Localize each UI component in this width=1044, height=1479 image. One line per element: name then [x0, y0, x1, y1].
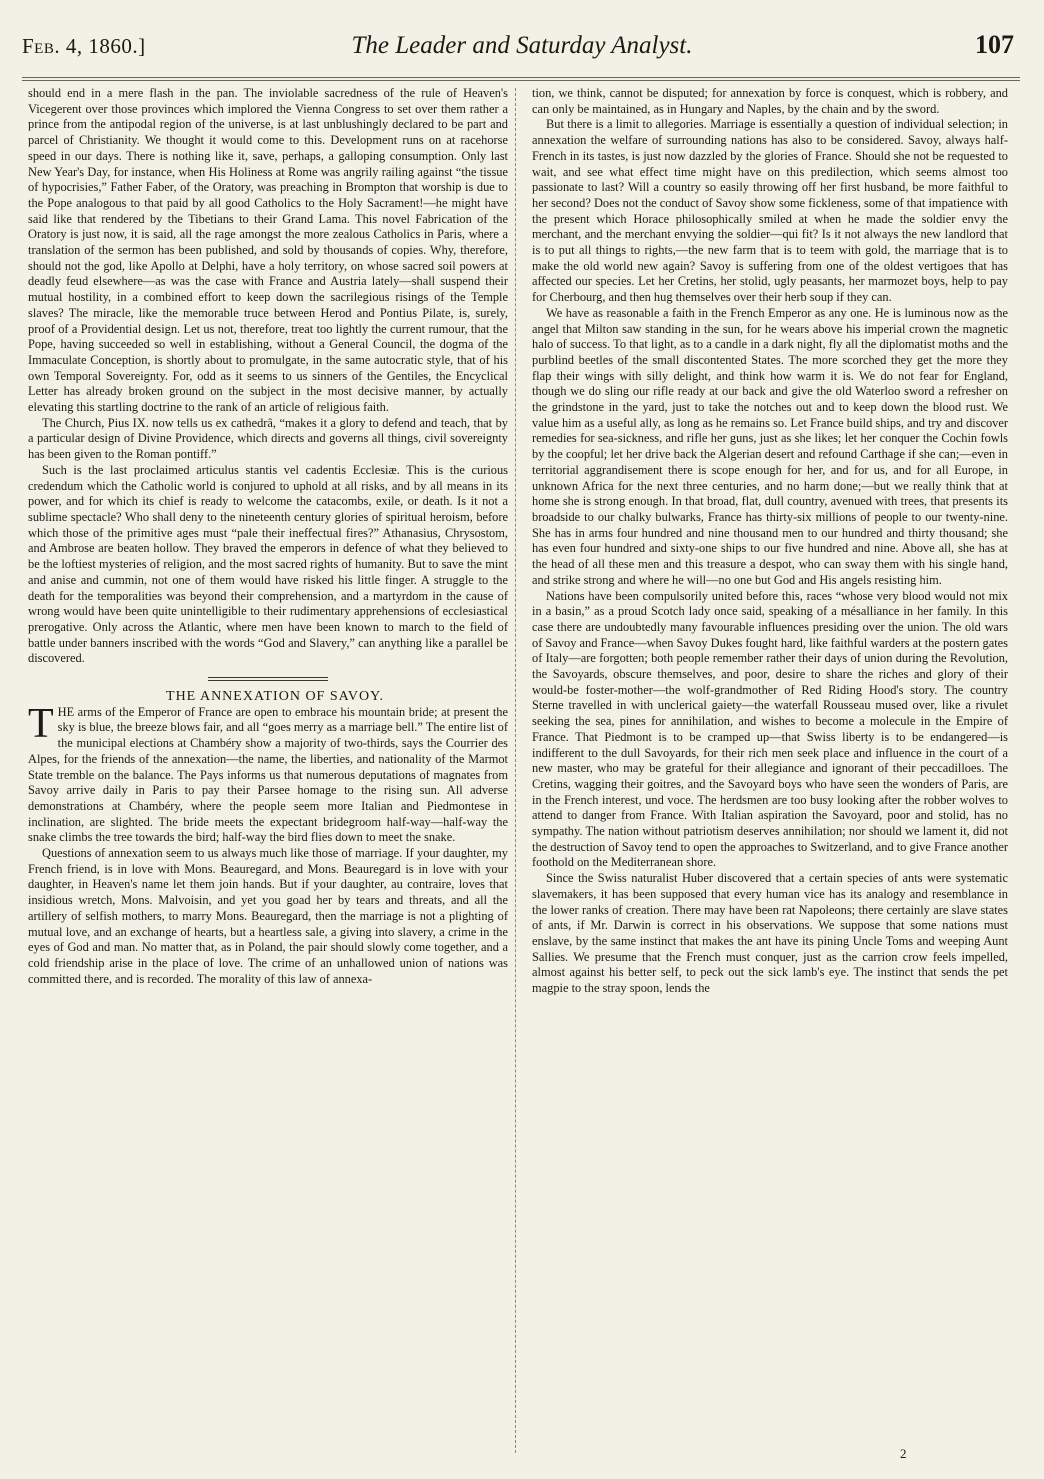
masthead-rule	[22, 77, 1020, 81]
right-column	[532, 86, 1008, 1446]
page-number: 107	[975, 30, 1014, 59]
left-paragraph-4-text: HE arms of the Emperor of France are open to embrace his mountain bride; at present the sky is blue, the breeze blows fair, and all “goes merry as a marriage bell.” The entire list of the municipal elections at Chambéry show a majority of two-thirds, says the Courrier des Alpes, for the friends of the annexation—the name, the liberties, and nationality of the Marmot State tremble on the balance. The Pays informs us that numerous deputations of magnates from Savoy arrive daily in Paris to pay their Parsee homage to the rising sun. All adverse demonstrations at Chambéry, where the people seem more Italian and Piedmontese in inclination, are slighted. The bride meets the expectant bridegroom half-way—half-way the snake climbs the tree towards the bird; half-way the bird flies down to meet the snake.	[28, 704, 508, 845]
publication-title: The Leader and Saturday Analyst.	[351, 32, 693, 59]
right-paragraph-2: But there is a limit to allegories. Marriage is essentially a question of individual selection; in annexation the welfare of surrounding nations has also to be considered. Savoy, always half-French in its tastes, is just now dazzled by the glories of France. Should she not be requested to wait, and see what effect time might have on this predilection, which seems almost too passionate to last? Will a country so easily throwing off her first husband, be more faithful to her second? Does not the conduct of Savoy show some fickleness, some of that impatience with the present which Horace philosophically smiled at when he made the soldier envy the merchant, and the merchant envying the soldier—qui fit? Is it not always the new landlord that is to put all things to rights,—the new farm that is to teem with gold, the marriage that is to make the old world new again? Savoy is suffering from one of the oldest vertigoes that has affected our species. Let her Cretins, her stolid, ugly peasants, her marmozet boys, help to pay for Cherbourg, and then hug themselves over their herb soup if they can.	[532, 117, 1008, 305]
section-separator	[208, 677, 328, 681]
left-paragraph-5: Questions of annexation seem to us always much like those of marriage. If your daughter, my French friend, is in love with Mons. Beauregard, and Mons. Beauregard is in love with your daughter, in Heaven's name let them join hands. But if your daughter, au contraire, loves that insidious wretch, Mons. Malvoisin, and yet you goad her by tears and threats, and all the artillery of selfish mothers, to marry Mons. Beauregard, then the marriage is not a plighting of mutual love, and an exchange of hearts, but a heartless sale, a giving into slavery, a crime in the eyes of God and man. No matter that, as in Poland, the pair should slowly come together, and a cold friendship arise in the place of love. The crime of an unhallowed union of nations was committed there, and is recorded. The morality of this law of annexa-	[28, 846, 508, 986]
right-paragraph-5: Since the Swiss naturalist Huber discovered that a certain species of ants were systematic slavemakers, it has been supposed that every human vice has its analogy and resemblance in the lower ranks of creation. There may have been rat Napoleons; there certainly are slave states of ants, if Mr. Darwin is correct in his observations. We suppose that some nations must enslave, by the same instinct that makes the ant have its pining Uncle Toms and weeping Aunt Sallies. We presume that the French must conquer, just as the carrion crow feels impelled, almost against his better self, to peck out the sick lamb's eye. The instinct that sends the pet magpie to the stray spoon, lends the	[532, 871, 1008, 996]
left-paragraph-4	[28, 700, 508, 846]
left-paragraph-2: The Church, Pius IX. now tells us ex cathedrâ, “makes it a glory to defend and teach, that by a particular design of Divine Providence, which directs and governs all things, civil sovereignty has been given to the Roman pontiff.”	[28, 415, 508, 462]
left-paragraph-1: should end in a mere flash in the pan. The inviolable sacredness of the rule of Heaven's Vicegerent over those provinces which implored the Vienna Congress to set over them rather a prince from the antipodal region of the universe, is at last unblushingly declared to be part and parcel of Christianity. We thought it would come to this. Development runs on at racehorse speed in our days. There is nothing like it, save, perhaps, a galloping consumption. Only last New Year's Day, for instance, when His Holiness at Rome was angrily railing against “the tissue of hypocrisies,” Father Faber, of the Oratory, was preaching in Brompton that worship is due to the Pope analogous to that paid by all good Catholics to the Holy Sacrament!—he might have said like that rendered by the Tibetians to their Grand Lama. This novel Fabrication of the Oratory is just now, it is said, all the rage amongst the more zealous Catholics in Paris, where a translation of the sermon has been published, and sold by thousands of copies. Why, therefore, should not the god, like Apollo at Delphi, have a holy territory, on whose sacred soil powers at deadly feud elsewhere—as was the case with France and Austria lately—shall suspend their mutual hostility, in a combined effort to keep down the sacrilegious risings of the Temple slaves? The miracle, like the memorable truce between Herod and Pontius Pilate, is, surely, proof of a Providential design. Let us not, therefore, treat too lightly the current rumour, that the Pope, having succeeded so well in establishing, without a General Council, the dogma of the Immaculate Conception, is shortly about to promulgate, in the same autocratic style, that of his own Temporal Sovereignty. For, odd as it seems to us sinners of the Gentiles, the Encyclical Letter has already broken ground on the subject in the most decisive manner, by actually elevating this startling doctrine to the rank of an article of religious faith.	[28, 86, 508, 415]
left-paragraph-3: Such is the last proclaimed articulus stantis vel cadentis Ecclesiæ. This is the curious credendum which the Catholic world is conjured to uphold at all risks, and by all means in its power, and for which its chief is ready to welcome the catacombs, exile, or death. Is it not a sublime spectacle? Who shall deny to the nineteenth century glories of spiritual heroism, before which those of the primitive ages must “pale their ineffectual fires?” Athanasius, Chrysostom, and Ambrose are beaten hollow. They braved the emperors in defence of what they believed to be the loftiest mysteries of religion, and the most sacred rights of humanity. But to save the mint and anise and cummin, not one of them would have risked his little finger. A struggle to the death for the temporalities was beyond their comprehension, and a martyrdom in the cause of wrong would have been quite unintelligible to their rudimentary apprehensions of ecclesiastical prerogative. Only across the Atlantic, where men have been known to march to the field of battle under banners inscribed with the words “God and Slavery,” can anything like a parallel be discovered.	[28, 462, 508, 666]
article-heading: THE ANNEXATION OF SAVOY.	[166, 689, 384, 705]
right-paragraph-1: tion, we think, cannot be disputed; for annexation by force is conquest, which is robbery, and can only be maintained, as in Hungary and Naples, by the chain and by the sword.	[532, 86, 1008, 116]
signature-mark: 2	[900, 1446, 907, 1461]
masthead	[22, 30, 1022, 70]
right-paragraph-3: We have as reasonable a faith in the French Emperor as any one. He is luminous now as the angel that Milton saw standing in the sun, for he wears above his imperial crown the magnetic halo of success. To that light, as to a candle in a dark night, fly all the diplomatist moths and the purblind beetles of the small discontented States. The more scorched they get the more they flap their wings with silly delight, and think how warm it is. We do not fear for England, though we do sling our rifle ready at our back and give the old Waterloo sword a refresher on the grindstone in the yard, just to take the notches out and to keep down the blood rust. We value him as a useful ally, as long as he remains so. Let France build ships, and try and discover remedies for sea-sickness, and rifle her guns, just as she likes; let her conquer the Cochin fowls by the coopful; let her drive back the Algerian desert and refound Carthage if she can;—even in territorial aggrandisement there is scope enough for her, and for us, and for all Europe, in unknown Africa for the next three centuries, and no harm done;—but we really think that at home she is strong enough. In that broad, flat, dull country, avenued with trees, that presents its broadside to our chalky bulwarks, France has thirty-six millions of people to our twenty-nine. She has in arms four hundred and nine thousand men to our hundred and thirty thousand; she has even four hundred and sixty-one ships to our five hundred and nine. Above all, she has at the head of all these men and this treasure a despot, who can sway them with his single hand, and strike strong and where he will—no one but God and His angels resisting him.	[532, 305, 1008, 587]
drop-cap: T	[28, 700, 54, 747]
left-column	[28, 86, 508, 1446]
right-paragraph-4: Nations have been compulsorily united before this, races “whose very blood would not mix in a basin,” as a proud Scotch lady once said, speaking of a mésalliance in her family. In this case there are undoubtedly many favourable influences presiding over the union. The old wars of Savoy and France—when Savoy Dukes fought hard, like faithful warders at the postern gates of Italy—are forgotten; both people remember rather their days of union during the Revolution, the Savoyards, obscure themselves, and poor, desire to share the riches and glory of their would-be foster-mother—the wolf-grandmother of Red Riding Hood's story. The country Sterne travelled in with unclerical gaiety—the waterfall Rousseau mused over, like a rivulet seeking the sea, pines for annihilation, and wishes to become a molecule in the Empire of France. That Piedmont is to be cramped up—that Swiss liberty is to be endangered—is indifferent to the dull Savoyards, for their rich men seek place and influence in the court of a new master, who may be grateful for their allegiance and ignorant of their peccadilloes. The Cretins, wagging their goitres, and the Savoyard boys who have seen the wonders of Paris, are in the French interest, und voce. The herdsmen are too busy looking after the robber wolves to attend to danger from France. With Italian aspiration the Savoyard, poor and stolid, has no sympathy. The nation without patriotism deserves annihilation; nor should we lament it, did not the destruction of Savoy tend to open the approaches to Switzerland, and to give France another foothold on the Mediterranean shore.	[532, 588, 1008, 870]
column-divider	[515, 88, 516, 1453]
issue-date: Feb. 4, 1860.]	[22, 34, 146, 58]
